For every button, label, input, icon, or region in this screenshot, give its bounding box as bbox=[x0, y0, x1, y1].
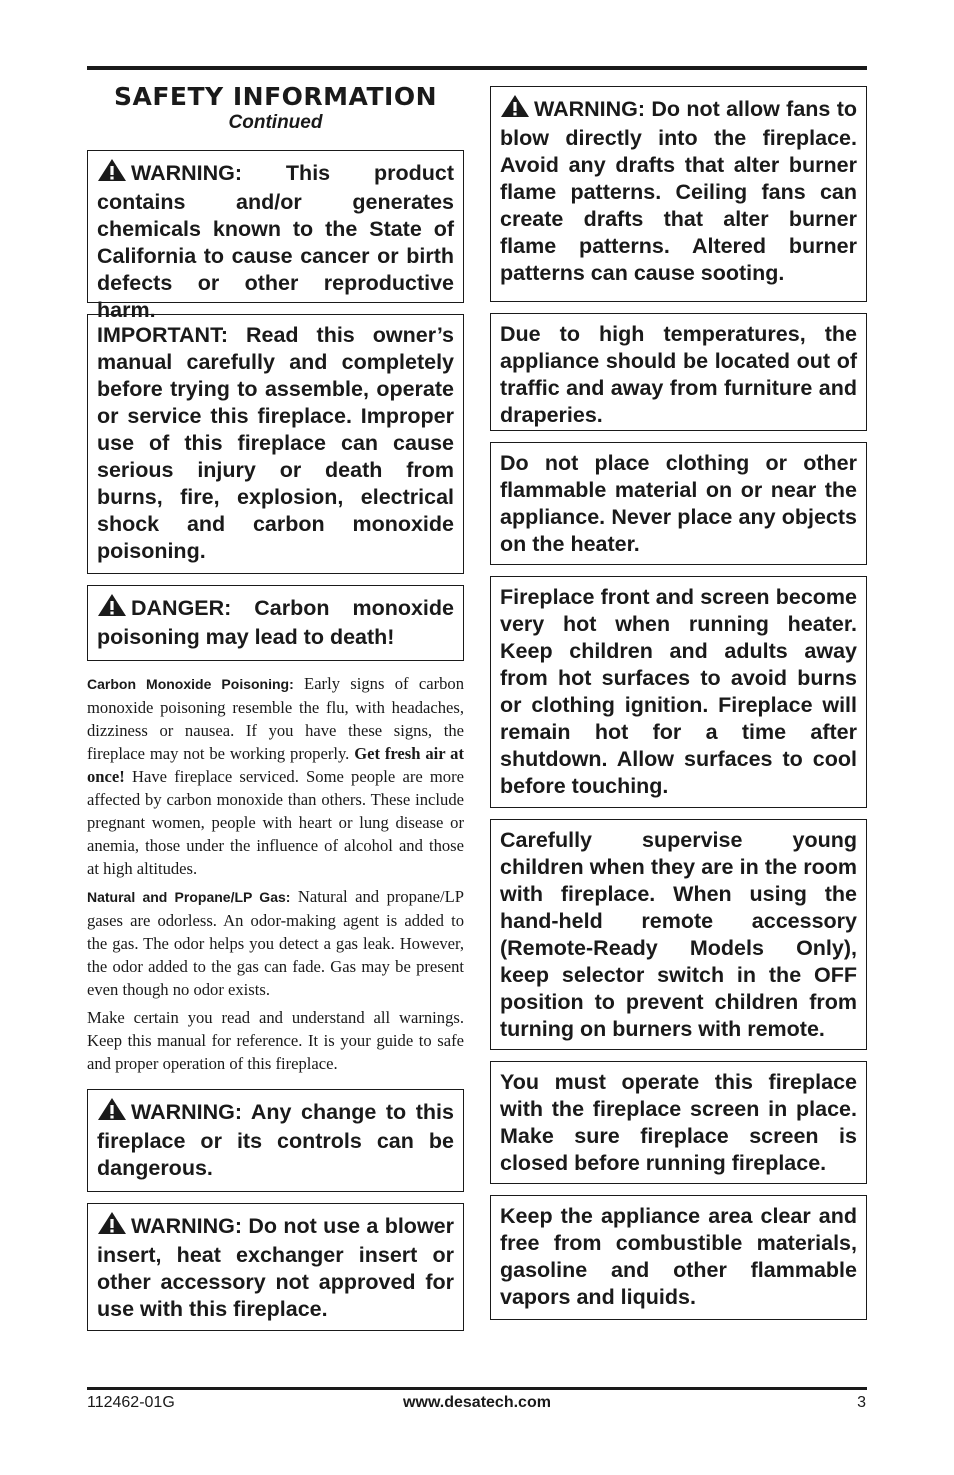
warning-california-text: WARNING: This product contains and/or generates chemicals known to the State of California to cause cancer or birth defects or other reproductive harm. bbox=[97, 161, 454, 322]
screen-text: You must operate this fireplace with the fireplace screen in place. Make sure fireplace screen is closed before running fireplace. bbox=[500, 1070, 857, 1175]
co-text-after: Have fireplace serviced. Some people are more affected by carbon monoxide than others. These include pregnant women, people with heart or lung disease or anemia, those under the influence of alcohol and those at high altitudes. bbox=[87, 767, 464, 878]
danger-text: DANGER: Carbon monoxide poisoning may lead to death! bbox=[97, 596, 454, 649]
warning-change-text: WARNING: Any change to this fireplace or its controls can be dangerous. bbox=[97, 1100, 454, 1180]
important-box bbox=[87, 314, 464, 574]
read-paragraph: Make certain you read and understand all warnings. Keep this manual for reference. It is your guide to safe and proper operation of this fireplace. bbox=[87, 1008, 464, 1073]
page-number: 3 bbox=[857, 1394, 866, 1411]
warning-triangle-icon bbox=[97, 1097, 127, 1128]
website-link[interactable]: www.desatech.com bbox=[403, 1394, 551, 1411]
section-subtitle: Continued bbox=[228, 112, 323, 133]
gas-text: Natural and propane/LP gases are odorless. An odor-making agent is added to the gas. The odor helps you detect a gas leak. However, the odor added to the gas can fade. Gas may be present even though no odor exists. bbox=[87, 887, 464, 999]
co-text-before: Early signs of carbon monoxide poisoning resemble the flu, with headaches, dizziness or nausea. If you have these signs, the fireplace may not be working properly. bbox=[87, 674, 464, 763]
left-column bbox=[87, 80, 464, 1342]
co-label: Carbon Monoxide Poisoning: bbox=[87, 676, 294, 692]
gas-label: Natural and Propane/LP Gas: bbox=[87, 889, 291, 905]
co-paragraph bbox=[87, 672, 464, 880]
clothing-text: Do not place clothing or other flammable material on or near the appliance. Never place any objects on the heater. bbox=[500, 451, 857, 556]
right-column bbox=[490, 86, 867, 1331]
screen-box bbox=[490, 1061, 867, 1184]
co-emphasis: Get fresh air at once! bbox=[87, 744, 464, 786]
important-text: IMPORTANT: Read this owner’s manual carefully and completely before trying to assemble, operate or service this fireplace. Improper use of this fireplace can cause serious injury or death from burns, fire, explosion, electrical shock and carbon monoxide poisoning. bbox=[97, 323, 454, 563]
warning-blower-box bbox=[87, 1203, 464, 1331]
warning-triangle-icon bbox=[97, 1211, 127, 1242]
warning-blower-text: WARNING: Do not use a blower insert, heat exchanger insert or other accessory not approved for use with this fireplace. bbox=[97, 1214, 454, 1321]
warning-fans-text: WARNING: Do not allow fans to blow directly into the fireplace. Avoid any drafts that alter burner flame patterns. Ceiling fans can create drafts that alter burner flame patterns. Altered burner patterns can cause sooting. bbox=[500, 97, 857, 285]
children-box bbox=[490, 819, 867, 1050]
warning-triangle-icon bbox=[500, 94, 530, 125]
top-rule bbox=[87, 66, 867, 70]
temperatures-text: Due to high temperatures, the appliance should be located out of traffic and away from furniture and draperies. bbox=[500, 322, 857, 427]
danger-box bbox=[87, 585, 464, 661]
temperatures-box bbox=[490, 313, 867, 431]
clear-box bbox=[490, 1195, 867, 1320]
hot-front-text: Fireplace front and screen become very hot when running heater. Keep children and adults away from hot surfaces to avoid burns or clothing ignition. Fireplace will remain hot for a time after shutdown. Allow surfaces to cool before touching. bbox=[500, 585, 857, 798]
gas-paragraph bbox=[87, 885, 464, 1001]
warning-triangle-icon bbox=[97, 593, 127, 624]
section-title: SAFETY INFORMATION bbox=[114, 82, 437, 111]
warning-triangle-icon bbox=[97, 158, 127, 189]
clear-text: Keep the appliance area clear and free from combustible materials, gasoline and other flammable vapors and liquids. bbox=[500, 1204, 857, 1309]
doc-number: 112462-01G bbox=[87, 1394, 175, 1411]
clothing-box bbox=[490, 442, 867, 565]
warning-california-box bbox=[87, 150, 464, 322]
bottom-rule bbox=[87, 1387, 867, 1390]
warning-fans-box bbox=[490, 86, 867, 302]
children-text: Carefully supervise young children when they are in the room with fireplace. When using the hand-held remote accessory (Remote-Ready Models Only), keep selector switch in the OFF position to prevent children from turning on burners with remote. bbox=[500, 828, 857, 1041]
hot-front-box bbox=[490, 576, 867, 808]
warning-change-box bbox=[87, 1089, 464, 1192]
